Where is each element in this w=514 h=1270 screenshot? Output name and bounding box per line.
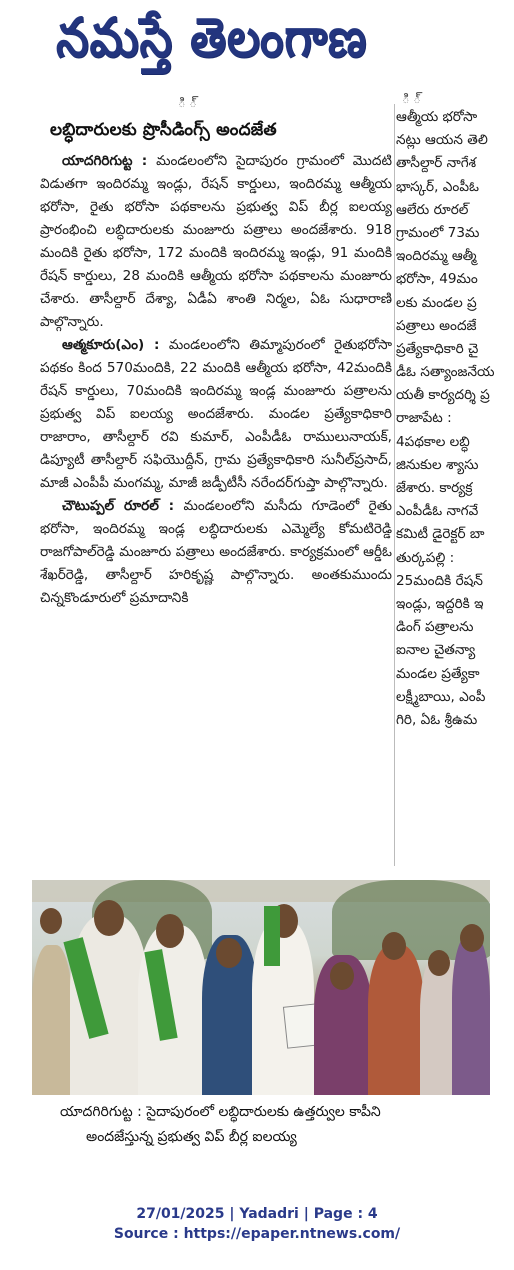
photo-person-head: [156, 914, 184, 948]
photo-green-scarf: [264, 906, 280, 966]
right-column-line: ఎంపీడీఓ నాగవే: [396, 503, 479, 520]
article-paragraph: [40, 150, 392, 334]
photo-person-head: [382, 932, 406, 960]
right-column-line: గ్రామంలో 73మ: [396, 224, 480, 241]
right-column-line: లక్ష్మీబాయి, ఎంపీ: [396, 688, 486, 705]
right-column-line: యతీ కార్యదర్శి ప్ర: [396, 387, 490, 404]
right-column-line: ఇందిరమ్మ ఆత్మీ: [396, 248, 477, 265]
cut-text-fragment: ి ్: [178, 96, 197, 111]
photo-caption-line: యాదగిరిగుట్ట : సైదాపురంలో లబ్ధిదారులకు ఉత్తర్వుల కాపీని: [60, 1104, 381, 1120]
cut-text-fragment-right: ి ్: [402, 92, 421, 107]
right-column-line: గిరి, ఏఓ శ్రీఉమ: [396, 711, 478, 728]
dateline: యాదగిరిగుట్ట :: [62, 153, 148, 169]
footer-date-edition: 27/01/2025 | Yadadri | Page : 4: [136, 1206, 378, 1222]
right-column-line: ఆత్మీయ భరోసా: [396, 109, 478, 125]
news-photo: [32, 880, 490, 1095]
right-column-line: డీఓ సత్యాంజనేయ: [396, 364, 495, 381]
article-body: [40, 150, 392, 610]
photo-person-head: [330, 962, 354, 990]
right-column-line: ఆలేరు రూరల్: [396, 201, 469, 218]
right-column-line: లకు మండల ప్ర: [396, 294, 477, 311]
right-column-line: డింగ్ పత్రాలను: [396, 619, 474, 636]
right-column-line: మండల ప్రత్యేకా: [396, 665, 480, 682]
photo-person: [452, 935, 490, 1095]
photo-person-head: [40, 908, 62, 934]
right-column-line: జేశారు. కార్యక్ర: [396, 480, 473, 496]
right-column-line: తుర్కపల్లి :: [396, 549, 455, 566]
article-paragraph: [40, 334, 392, 495]
photo-caption-line: అందజేస్తున్న ప్రభుత్వ విప్ బీర్ల ఐలయ్య: [86, 1129, 297, 1145]
right-column-line: కమిటీ డైరెక్టర్ బా: [396, 526, 485, 543]
right-column-cut: [396, 106, 514, 732]
newspaper-logo: నమస్తే తెలంగాణ: [56, 6, 368, 69]
footer-source: Source : https://epaper.ntnews.com/: [113, 1226, 401, 1242]
right-column-line: భరోసా, 49మం: [396, 271, 478, 288]
right-column-line: ఐనాల చైతన్యా: [396, 642, 476, 659]
column-divider: [394, 104, 395, 866]
masthead: [0, 0, 514, 80]
right-column-line: తాసీల్దార్ నాగేశ: [396, 155, 477, 172]
right-column-line: జినుకుల శ్యాసు: [396, 456, 479, 473]
photo-person: [368, 945, 424, 1095]
article-headline: లబ్ధిదారులకు ప్రొసీడింగ్స్ అందజేత: [50, 120, 277, 140]
right-column-line: నట్లు ఆయన తెలి: [396, 132, 488, 149]
right-column-line: 4పథకాల లబ్ధి: [396, 433, 470, 450]
dateline: చౌటుప్పల్ రూరల్ :: [62, 498, 175, 514]
right-column-line: పత్రాలు అందజే: [396, 317, 477, 334]
page-footer: [0, 1204, 514, 1244]
right-column-line: 25మందికి రేషన్: [396, 572, 483, 589]
dateline: ఆత్మకూరు(ఎం) :: [62, 337, 160, 353]
right-column-line: ప్రత్యేకాధికారి చై: [396, 340, 479, 357]
photo-person-head: [460, 924, 484, 952]
paragraph-text: మండలంలోని సైదాపురం గ్రామంలో మొదటి విడుతగా ఇందిరమ్మ ఇండ్లు, రేషన్ కార్డులు, ఇందిరమ్మ ఆత్మీయ భరోసా, రైతు భరోసా పథకాలను ప్రభుత్వ విప్ బీర్ల ఐలయ్య ప్రారంభించి లబ్ధిదారులకు మంజూరు పత్రాలు అందజేశారు. 918 మందికి రైతు భరోసా, 172 మందికి ఇందిరమ్మ ఇండ్లు, 91 మందికి రేషన్ కార్డులు, 28 మందికి ఆత్మీయ భరోసా పథకాలను మంజూరు చేశారు. తాసీల్దార్ దేశ్యా, ఏడీఏ శాంతి నిర్మల, ఏఓ సుధారాణి పాల్గొన్నారు.: [40, 153, 392, 330]
paragraph-text: మండలంలోని మసీదు గూడెంలో రైతు భరోసా, ఇందిరమ్మ ఇండ్ల లబ్ధిదారులకు ఎమ్మెల్యే కోమటిరెడ్డి రాజగోపాల్‌రెడ్డి మంజూరు పత్రాలు అందజేశారు. కార్యక్రమంలో ఆర్డీఓ శేఖర్‌రెడ్డి, తాసీల్దార్ హరికృష్ణ పాల్గొన్నారు. అంతకుముందు చిన్నకొండూరులో ప్రమాదానికి: [40, 498, 392, 606]
photo-caption: [60, 1100, 480, 1150]
article-paragraph: [40, 495, 392, 610]
photo-person-head: [94, 900, 124, 936]
right-column-line: భాస్కర్, ఎంపీఓ: [396, 178, 479, 195]
right-column-line: ఇండ్లు, ఇద్దరికి ఇ: [396, 595, 484, 612]
photo-person: [32, 945, 72, 1095]
right-column-line: రాజాపేట :: [396, 410, 452, 427]
photo-person-head: [428, 950, 450, 976]
paragraph-text: మండలంలోని తిమ్మాపురంలో రైతుభరోసా పథకం కింద 570మందికి, 22 మందికి ఆత్మీయ భరోసా, 42మందికి రేషన్ కార్డులు, 70మందికి ఇందిరమ్మ ఇండ్ల మంజూరు పత్రాలను ప్రభుత్వ విప్ ఐలయ్య అందజేశారు. మండల ప్రత్యేకాధికారి రాజారాం, తాసీల్దార్ రవి కుమార్, ఎంపీడీఓ రాములునాయక్, డిప్యూటీ తాసీల్దార్ సఫియొద్దీన్, గ్రామ ప్రత్యేకాధికారి సునీల్‌ప్రసాద్, మాజీ ఎంపీపీ మంగమ్మ, మాజీ జడ్పీటీసీ నరేందర్‌గుప్తా పాల్గొన్నారు.: [40, 337, 393, 491]
photo-person-head: [216, 938, 242, 968]
